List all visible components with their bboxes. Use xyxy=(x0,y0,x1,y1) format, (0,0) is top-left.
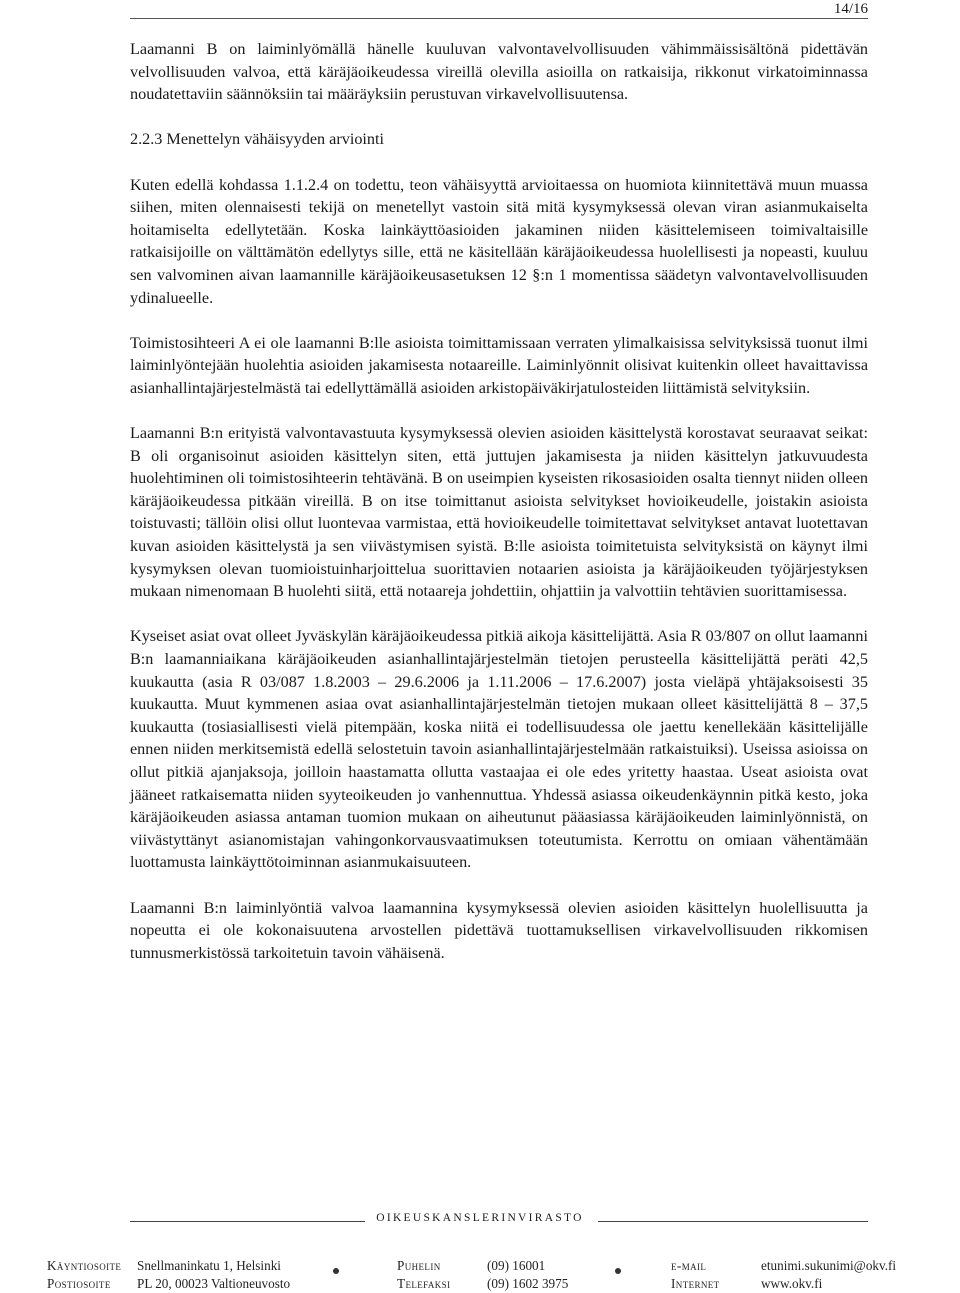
visit-value: Snellmaninkatu 1, Helsinki xyxy=(137,1258,281,1273)
visit-label: Käyntiosoite xyxy=(47,1258,122,1273)
footer-labels-phone xyxy=(397,1257,451,1293)
post-value: PL 20, 00023 Valtioneuvosto xyxy=(137,1276,291,1291)
separator-dot-icon xyxy=(333,1268,339,1274)
fax-label: Telefaksi xyxy=(397,1276,451,1291)
footer-values-phone xyxy=(487,1257,568,1293)
footer-values-web xyxy=(761,1257,896,1293)
brand-name: OIKEUSKANSLERINVIRASTO xyxy=(368,1212,592,1224)
paragraph-6: Laamanni B:n laiminlyöntiä valvoa laamannina kysymyksessä olevien asioiden käsittelyn huolellisuutta ja nopeutta ei ole kokonaisuutena arvostellen pidettävä tuottamuksellisen virkavelvollisuuden rikkomisen tunnusmerkistössä tarkoitetuin tavoin vähäisenä. xyxy=(130,898,868,962)
paragraph-3: Toimistosihteeri A ei ole laamanni B:lle asioista toimittamissaan verraten ylimalkaisissa selvityksissä tuonut ilmi laiminlyöntejään huolehtia asioiden jakamisesta notaareille. Laiminlyönnit olisivat kuitenkin olleet havaittavissa asianhallintajärjestelmästä tai edellyttämällä asioiden arkistopäiväkirjatulosteiden liittämistä selvityksiin. xyxy=(130,333,868,397)
footer-brand xyxy=(350,1212,610,1224)
footer-values-address xyxy=(137,1257,290,1293)
page-number: 14/16 xyxy=(833,1,868,17)
footer-rule-right xyxy=(598,1221,868,1222)
header-rule xyxy=(130,18,868,19)
footer-rule-left xyxy=(130,1221,365,1222)
document-body xyxy=(130,38,868,964)
separator-dot-icon xyxy=(615,1268,621,1274)
footer-labels-address xyxy=(47,1257,121,1293)
email-value[interactable]: etunimi.sukunimi@okv.fi xyxy=(761,1258,897,1273)
phone-label: Puhelin xyxy=(397,1258,441,1273)
internet-value[interactable]: www.okv.fi xyxy=(761,1276,823,1291)
fax-value: (09) 1602 3975 xyxy=(487,1276,569,1291)
phone-value: (09) 16001 xyxy=(487,1258,546,1273)
email-label: e-mail xyxy=(671,1258,707,1273)
paragraph-2-part-2: Koska lainkäyttöasioiden jakaminen niiden käsittelemiseen toimivaltaisille ratkaisijoille on välttämätön edellytys sille, että ne käsitellään käräjäoikeudessa huolellisesti ja nopeasti, kuuluu sen valvominen aivan laamannille käräjäoikeusasetuksen 12 §:n 1 momentissa säädetyn valvontavelvollisuuden ydinalueelle. xyxy=(130,220,869,307)
paragraph-2 xyxy=(130,174,868,310)
footer-labels-web xyxy=(671,1257,720,1293)
paragraph-5: Kyseiset asiat ovat olleet Jyväskylän käräjäoikeudessa pitkiä aikoja käsittelijättä. Asia R 03/807 on ollut laamanni B:n laamanniaikana käräjäoikeuden asianhallintajärjestelmän tietojen perusteella käsittelijättä peräti 42,5 kuukautta (asia R 03/087 1.8.2003 – 29.6.2006 ja 1.11.2006 – 17.6.2007) josta vieläpä yhtäjaksoisesti 35 kuukautta. Muut kymmenen asiaa ovat asianhallintajärjestelmän tietojen mukaan olleet käsittelijättä 8 – 37,5 kuukautta (tosiasiallisesti vielä pitempään, koska niitä ei todellisuudessa ole jaettu kenellekään käsittelijälle ennen niiden merkitsemistä edellä selostetuin tavoin asianhallintajärjestelmään ratkaistuiksi). Useissa asioissa on ollut pitkiä ajanjaksoja, joilloin haastamatta ollutta vastaajaa ei ole edes yritetty haastaa. Useat asioista ovat jääneet ratkaisematta niiden syyteoikeuden jo vanhennuttua. Yhdessä asiassa oikeudenkäynnin pitkä kesto, joka käräjäoikeuden asiassa antaman tuomion mukaan on aiheutunut pääasiassa käräjäoikeuden laiminlyönnistä, on viivästyttänyt asianomistajan vahingonkorvausvaatimuksen toteutumista. Kerrottu on omiaan vähentämään luottamusta lainkäyttötoiminnan asianmukaisuuteen. xyxy=(130,627,868,872)
post-label: Postiosoite xyxy=(47,1276,111,1291)
paragraph-2-part-1: Kuten edellä kohdassa 1.1.2.4 on todettu, teon vähäisyyttä arvioitaessa on huomiota kiinnitettävä muun muassa siihen, miten olennaisesti tekijä on menetellyt vastoin sitä mitä kysymyksessä olevan viran asianmukaiselta hoitamiselta edellytetään. xyxy=(130,175,868,239)
paragraph-4: Laamanni B:n erityistä valvontavastuuta kysymyksessä olevien asioiden käsittelystä korostavat seuraavat seikat: B oli organisoinut asioiden käsittelyn siten, että juttujen jakamisesta ja niiden käsittelyn jatkuvuudesta huolehtiminen oli toimistosihteerin tehtävänä. B on useimpien kyseisten rikosasioiden osalta tiennyt niiden olleen käräjäoikeudessa pitkään vireillä. B on itse toimittanut asioista selvitykset hovioikeudelle, joistakin asioista toistuvasti; tällöin olisi ollut luontevaa varmistaa, että hovioikeudelle toimitettavat selvitykset antavat luotettavan kuvan asioiden käsittelystä ja sen viivästymisen syistä. B:lle asioista toimitetuista selvityksistä on käynyt ilmi kysymyksen olevan tuomioistuinharjoittelua suorittavien notaarien asioista ja käräjäoikeuden työjärjestyksen mukaan nimenomaan B huolehti siitä, että notaareja johdettiin, ohjattiin ja valvottiin tehtävien suorittamisessa. xyxy=(130,424,868,601)
internet-label: Internet xyxy=(671,1276,720,1291)
paragraph-1: Laamanni B on laiminlyömällä hänelle kuuluvan valvontavelvollisuuden vähimmäissisältönä pidettävän velvollisuuden valvoa, että käräjäoikeudessa vireillä olevilla asioilla on ratkaisija, rikkonut virkatoiminnassa noudatettaviin säännöksiin tai määräyksiin perustuvan virkavelvollisuutensa. xyxy=(130,40,868,104)
section-heading: 2.2.3 Menettelyn vähäisyyden arviointi xyxy=(130,130,384,149)
